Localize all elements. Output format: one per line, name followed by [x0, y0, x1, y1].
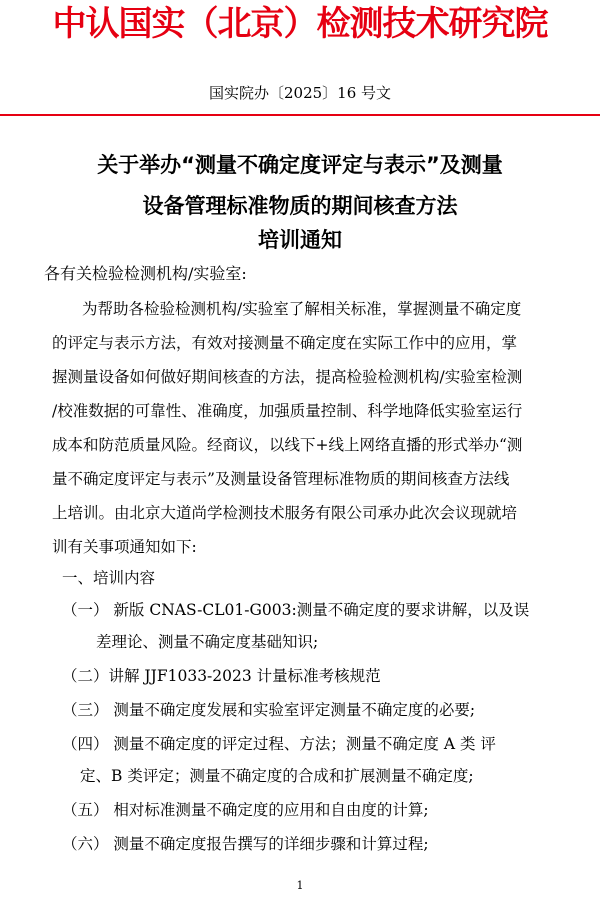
document-number: 国实院办〔2025〕16 号文 [208, 84, 392, 102]
salutation: 各有关检验检测机构/实验室: [44, 264, 247, 283]
training-item: （六） 测量不确定度报告撰写的详细步骤和计算过程; [62, 835, 429, 853]
intro-paragraph-line: 上培训。由北京大道尚学检测技术服务有限公司承办此次会议现就培 [52, 504, 518, 522]
training-item: （一） 新版 CNAS-CL01-G003:测量不确定度的要求讲解，以及误 [62, 601, 530, 619]
intro-paragraph-line: 握测量设备如何做好期间核查的方法，提高检验检测机构/实验室检测 [52, 368, 523, 386]
intro-paragraph-line: 量不确定度评定与表示”及测量设备管理标准物质的期间核查方法线 [52, 470, 510, 488]
intro-paragraph-line: 成本和防范质量风险。经商议，以线下+线上网络直播的形式举办“测 [52, 436, 523, 454]
intro-paragraph-line: 训有关事项通知如下: [52, 538, 197, 556]
intro-paragraph-line: 的评定与表示方法，有效对接测量不确定度在实际工作中的应用，掌 [52, 334, 518, 352]
notice-title-line-3: 培训通知 [258, 228, 342, 252]
page-number: 1 [296, 879, 304, 892]
training-item: （二）讲解 JJF1033-2023 计量标准考核规范 [62, 667, 381, 685]
intro-paragraph-line: 为帮助各检验检测机构/实验室了解相关标准，掌握测量不确定度 [82, 300, 522, 318]
training-item-continuation: 差理论、测量不确定度基础知识; [96, 633, 319, 651]
notice-title-line-1: 关于举办“测量不确定度评定与表示”及测量 [97, 153, 503, 177]
section-heading: 一、培训内容 [62, 569, 156, 587]
training-item: （四） 测量不确定度的评定过程、方法；测量不确定度 A 类 评 [62, 735, 496, 753]
letterhead-red-rule [0, 114, 600, 116]
training-item: （三） 测量不确定度发展和实验室评定测量不确定度的必要; [62, 701, 476, 719]
letterhead-org-name: 中认国实（北京）检测技术研究院 [52, 4, 548, 44]
notice-title-line-2: 设备管理标准物质的期间核查方法 [142, 194, 458, 218]
training-item: （五） 相对标准测量不确定度的应用和自由度的计算; [62, 801, 429, 819]
training-item-continuation: 定、B 类评定；测量不确定度的合成和扩展测量不确定度; [80, 767, 474, 785]
intro-paragraph-line: /校准数据的可靠性、准确度，加强质量控制、科学地降低实验室运行 [52, 402, 523, 420]
